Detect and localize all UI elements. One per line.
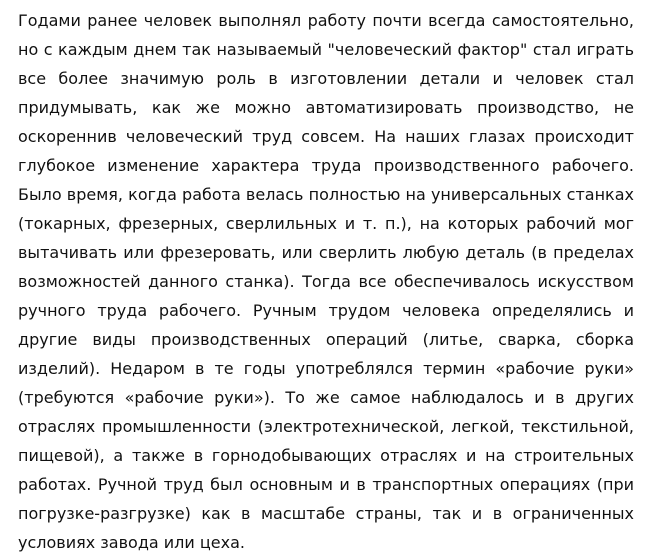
text-line: оскореннив человеческий труд совсем. На наших глазах происходит	[18, 127, 634, 146]
text-line: (токарных, фрезерных, сверлильных и т. п.), на которых рабочий мог	[18, 214, 634, 233]
text-line: пищевой), а также в горнодобывающих отраслях и на строительных	[18, 446, 634, 465]
text-line: но с каждым днем так называемый "человеческий фактор" стал играть	[18, 40, 634, 59]
text-line: придумывать, как же можно автоматизировать производство, не	[18, 98, 634, 117]
text-line: изделий). Недаром в те годы употреблялся термин «рабочие руки»	[18, 359, 634, 378]
text-line: работах. Ручной труд был основным и в транспортных операциях (при	[18, 475, 634, 494]
text-line: все более значимую роль в изготовлении детали и человек стал	[18, 69, 634, 88]
text-line: Было время, когда работа велась полностью на универсальных станках	[18, 185, 634, 204]
text-line: (требуются «рабочие руки»). То же самое наблюдалось и в других	[18, 388, 634, 407]
text-line: Годами ранее человек выполнял работу почти всегда самостоятельно,	[18, 11, 634, 30]
paragraph	[18, 6, 634, 557]
text-line: отраслях промышленности (электротехнической, легкой, текстильной,	[18, 417, 634, 436]
text-line: условиях завода или цеха.	[18, 533, 245, 552]
text-line: ручного труда рабочего. Ручным трудом человека определялись и	[18, 301, 634, 320]
text-line: возможностей данного станка). Тогда все обеспечивалось искусством	[18, 272, 634, 291]
text-line: другие виды производственных операций (литье, сварка, сборка	[18, 330, 634, 349]
text-line: погрузке-разгрузке) как в масштабе страны, так и в ограниченных	[18, 504, 634, 523]
text-line: вытачивать или фрезеровать, или сверлить любую деталь (в пределах	[18, 243, 634, 262]
document-body	[18, 6, 634, 557]
text-line: глубокое изменение характера труда производственного рабочего.	[18, 156, 634, 175]
